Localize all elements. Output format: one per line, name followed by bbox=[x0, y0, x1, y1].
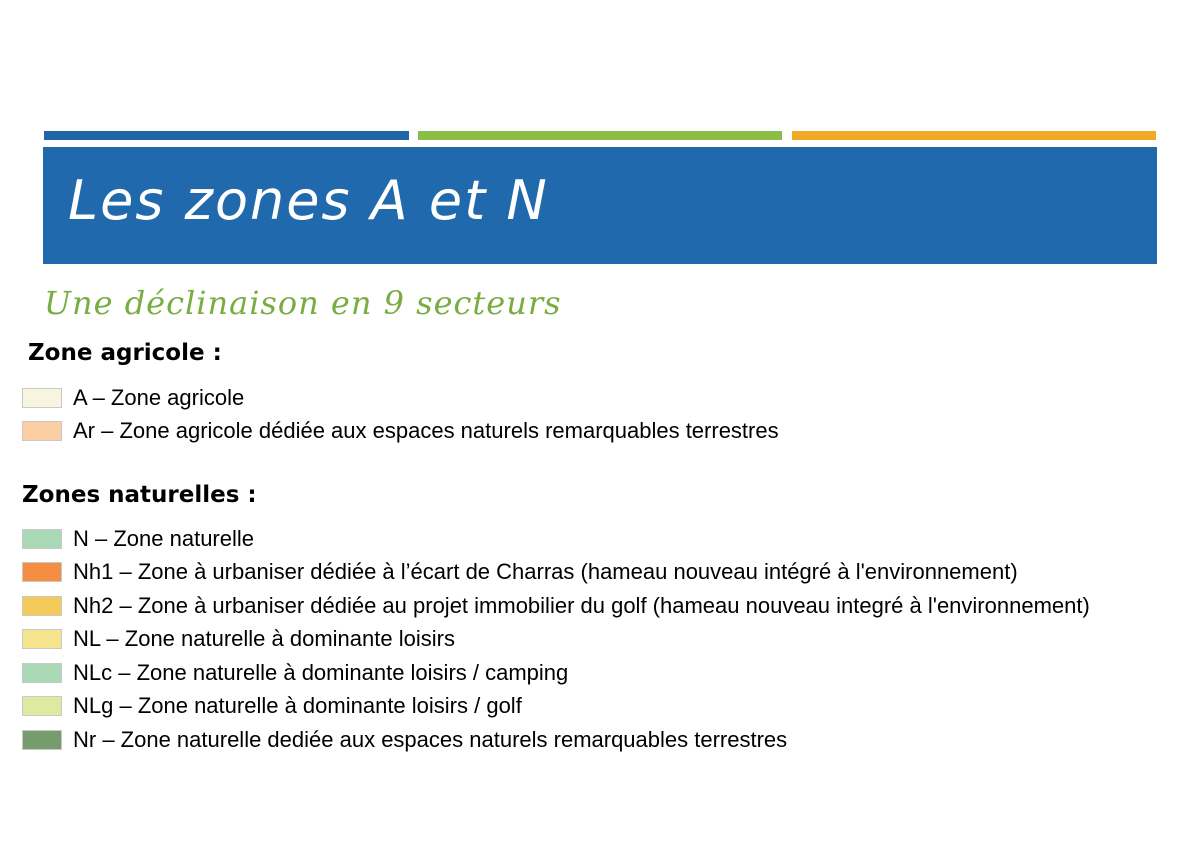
accent-bar-blue bbox=[44, 131, 409, 140]
legend-swatch-ar bbox=[22, 421, 62, 441]
legend-swatch-nr bbox=[22, 730, 62, 750]
legend-item-nl bbox=[22, 623, 1090, 657]
legend-item-nh2 bbox=[22, 589, 1090, 623]
legend-label-nr: Nr – Zone naturelle dediée aux espaces naturels remarquables terrestres bbox=[73, 726, 788, 752]
legend-swatch-nlg bbox=[22, 696, 62, 716]
legend-item-nlc bbox=[22, 656, 1090, 690]
accent-bar-green bbox=[418, 131, 782, 140]
heading-zones-naturelles: Zones naturelles : bbox=[22, 482, 257, 508]
legend-swatch-a bbox=[22, 388, 62, 408]
legend-swatch-nh1 bbox=[22, 562, 62, 582]
legend-item-a bbox=[22, 381, 779, 415]
legend-label-nl: NL – Zone naturelle à dominante loisirs bbox=[73, 626, 455, 652]
legend-agricole bbox=[22, 381, 779, 448]
legend-naturelles bbox=[22, 522, 1090, 757]
legend-label-a: A – Zone agricole bbox=[73, 384, 245, 410]
page-subtitle: Une déclinaison en 9 secteurs bbox=[44, 284, 562, 322]
legend-swatch-nh2 bbox=[22, 596, 62, 616]
accent-bar-orange bbox=[792, 131, 1156, 140]
legend-item-ar bbox=[22, 415, 779, 449]
legend-item-nh1 bbox=[22, 556, 1090, 590]
legend-label-ar: Ar – Zone agricole dédiée aux espaces naturels remarquables terrestres bbox=[73, 418, 779, 444]
legend-item-n bbox=[22, 522, 1090, 556]
legend-label-nh1: Nh1 – Zone à urbaniser dédiée à l’écart de Charras (hameau nouveau intégré à l'environnement) bbox=[73, 559, 1018, 585]
legend-label-nh2: Nh2 – Zone à urbaniser dédiée au projet immobilier du golf (hameau nouveau integré à l'environnement) bbox=[73, 592, 1090, 618]
legend-swatch-nlc bbox=[22, 663, 62, 683]
legend-item-nlg bbox=[22, 690, 1090, 724]
legend-swatch-nl bbox=[22, 629, 62, 649]
legend-swatch-n bbox=[22, 529, 62, 549]
legend-label-n: N – Zone naturelle bbox=[73, 525, 254, 551]
page-title: Les zones A et N bbox=[68, 169, 549, 232]
legend-label-nlg: NLg – Zone naturelle à dominante loisirs / golf bbox=[73, 693, 522, 719]
legend-item-nr bbox=[22, 723, 1090, 757]
legend-label-nlc: NLc – Zone naturelle à dominante loisirs / camping bbox=[73, 659, 569, 685]
heading-zone-agricole: Zone agricole : bbox=[28, 340, 222, 366]
